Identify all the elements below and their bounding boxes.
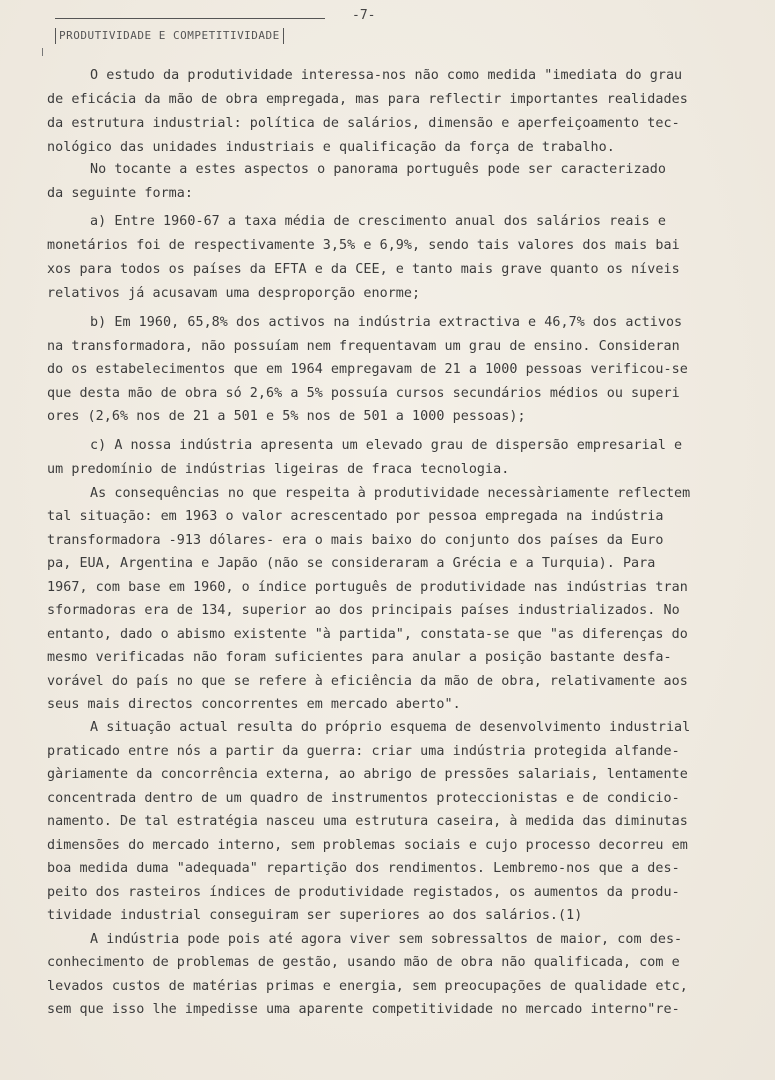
section-heading: PRODUTIVIDADE E COMPETITIVIDADE	[55, 28, 284, 44]
text-line: da seguinte forma:	[47, 186, 194, 201]
text-line: seus mais directos concorrentes em mercado aberto".	[47, 697, 461, 712]
margin-mark	[42, 48, 49, 56]
text-line: do os estabelecimentos que em 1964 empregavam de 21 a 1000 pessoas verificou-se	[47, 362, 688, 377]
text-line: na transformadora, não possuíam nem frequentavam um grau de ensino. Consideran	[47, 339, 680, 354]
text-line: nológico das unidades industriais e qualificação da força de trabalho.	[47, 140, 615, 155]
text-line: 1967, com base em 1960, o índice português de produtividade nas indústrias tran	[47, 580, 688, 595]
text-line: c) A nossa indústria apresenta um elevado grau de dispersão empresarial e	[90, 438, 683, 453]
text-line: ores (2,6% nos de 21 a 501 e 5% nos de 501 a 1000 pessoas);	[47, 409, 526, 424]
text-line: xos para todos os países da EFTA e da CEE, e tanto mais grave quanto os níveis	[47, 262, 680, 277]
text-line: a) Entre 1960-67 a taxa média de crescimento anual dos salários reais e	[90, 214, 666, 229]
text-line: O estudo da produtividade interessa-nos não como medida "imediata do grau	[90, 68, 683, 83]
text-line: As consequências no que respeita à produtividade necessàriamente reflectem	[90, 486, 691, 501]
text-line: mesmo verificadas não foram suficientes para anular a posição bastante desfa-	[47, 650, 672, 665]
text-line: peito dos rasteiros índices de produtividade registados, os aumentos da produ-	[47, 885, 680, 900]
text-line: No tocante a estes aspectos o panorama português pode ser caracterizado	[90, 162, 666, 177]
text-line: da estrutura industrial: política de salários, dimensão e aperfeiçoamento tec-	[47, 116, 680, 131]
text-line: pa, EUA, Argentina e Japão (não se consideraram a Grécia e a Turquia). Para	[47, 556, 656, 571]
text-line: conhecimento de problemas de gestão, usando mão de obra não qualificada, com e	[47, 955, 680, 970]
text-line: A situação actual resulta do próprio esquema de desenvolvimento industrial	[90, 720, 691, 735]
text-line: que desta mão de obra só 2,6% a 5% possuía cursos secundários médios ou superi	[47, 386, 680, 401]
text-line: dimensões do mercado interno, sem problemas sociais e cujo processo decorreu em	[47, 838, 688, 853]
text-line: monetários foi de respectivamente 3,5% e 6,9%, sendo tais valores dos mais bai	[47, 238, 680, 253]
text-line: sformadoras era de 134, superior ao dos principais países industrializados. No	[47, 603, 680, 618]
text-line: b) Em 1960, 65,8% dos activos na indústria extractiva e 46,7% dos activos	[90, 315, 683, 330]
page-number: -7-	[352, 8, 376, 23]
header-rule	[55, 18, 325, 19]
text-line: boa medida duma "adequada" repartição dos rendimentos. Lembremo-nos que a des-	[47, 861, 680, 876]
text-line: A indústria pode pois até agora viver sem sobressaltos de maior, com des-	[90, 932, 683, 947]
text-line: relativos já acusavam uma desproporção enorme;	[47, 286, 421, 301]
text-line: de eficácia da mão de obra empregada, mas para reflectir importantes realidades	[47, 92, 688, 107]
text-line: entanto, dado o abismo existente "à partida", constata-se que "as diferenças do	[47, 627, 688, 642]
text-line: praticado entre nós a partir da guerra: criar uma indústria protegida alfande-	[47, 744, 680, 759]
text-line: tal situação: em 1963 o valor acrescentado por pessoa empregada na indústria	[47, 509, 664, 524]
text-line: sem que isso lhe impedisse uma aparente competitividade no mercado interno"re-	[47, 1002, 680, 1017]
text-line: concentrada dentro de um quadro de instrumentos proteccionistas e de condicio-	[47, 791, 680, 806]
text-line: levados custos de matérias primas e energia, sem preocupações de qualidade etc,	[47, 979, 688, 994]
text-line: um predomínio de indústrias ligeiras de fraca tecnologia.	[47, 462, 510, 477]
text-line: tividade industrial conseguiram ser superiores ao dos salários.(1)	[47, 908, 583, 923]
text-line: vorável do país no que se refere à eficiência da mão de obra, relativamente aos	[47, 674, 688, 689]
text-line: namento. De tal estratégia nasceu uma estrutura caseira, à medida das diminutas	[47, 814, 688, 829]
text-line: transformadora -913 dólares- era o mais baixo do conjunto dos países da Euro	[47, 533, 664, 548]
text-line: gàriamente da concorrência externa, ao abrigo de pressões salariais, lentamente	[47, 767, 688, 782]
